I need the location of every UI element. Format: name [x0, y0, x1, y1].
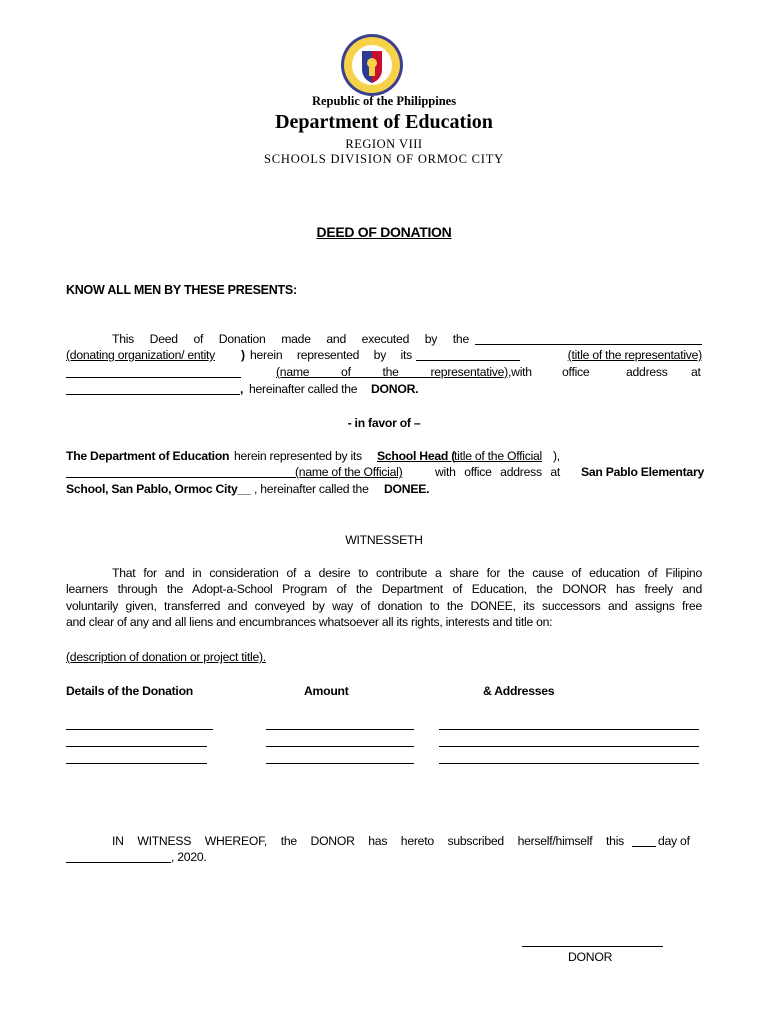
col-addresses-header: & Addresses [483, 684, 555, 698]
para1-line1: This Deed of Donation made and executed by the [112, 332, 469, 346]
donating-org-hint: (donating organization/ entity [66, 348, 216, 362]
republic-line: Republic of the Philippines [311, 94, 457, 108]
hereinafter-donee-text: , hereinafter called the [254, 482, 369, 496]
paren-comma: ), [553, 449, 560, 463]
para3-line2: learners through the Adopt-a-School Program of the Department of Education, the DONOR has freely and [66, 582, 702, 596]
in-favor-of: - in favor of – [347, 416, 421, 430]
address-blank-3 [439, 763, 699, 764]
donor-signature-label: DONOR [568, 950, 613, 964]
office-text: office [562, 365, 590, 379]
official-title-hint: title of the Official [454, 449, 543, 463]
donor-org-blank [475, 344, 702, 345]
rep-title-hint: (title of the representative) [567, 348, 702, 362]
amount-blank-3 [266, 763, 414, 764]
amount-blank-1 [266, 729, 414, 730]
region-line: REGION VIII [345, 137, 423, 151]
day-of-text: day of [658, 834, 690, 848]
address-text: address [626, 365, 668, 379]
division-line: SCHOOLS DIVISION OF ORMOC CITY [264, 152, 504, 166]
details-blank-2 [66, 746, 207, 747]
col-amount-header: Amount [304, 684, 349, 698]
represented-by-text: herein represented by its [250, 348, 412, 362]
para3-line4: and clear of any and all liens and encumbrances whatsoever all its rights, interests and title on: [66, 615, 553, 629]
school-name-part1: San Pablo Elementary [580, 465, 704, 479]
school-head-text: School Head ( [377, 449, 456, 463]
para3-line3: voluntarily given, transferred and conveyed by way of donation to the DONEE, its successors and assigns free [66, 599, 702, 613]
details-blank-3 [66, 763, 207, 764]
rep-title-blank [416, 360, 520, 361]
paren-close: ) [241, 348, 245, 362]
month-blank [66, 862, 171, 863]
details-blank-1 [66, 729, 213, 730]
year-text: , 2020. [171, 850, 207, 864]
official-name-hint: (name of the Official) [295, 465, 403, 479]
official-name-blank [66, 477, 295, 478]
with-text: ,with [508, 365, 532, 379]
witness-whereof-text: IN WITNESS WHEREOF, the DONOR has hereto subscribed herself/himself this [112, 834, 624, 848]
department-title: Department of Education [275, 111, 493, 133]
document-title: DEED OF DONATION [316, 224, 452, 240]
comma: , [240, 382, 244, 396]
donor-label: DONOR. [371, 382, 419, 396]
donee-label: DONEE. [384, 482, 430, 496]
donor-address-blank [66, 394, 240, 395]
para3-line1: That for and in consideration of a desire to contribute a share for the cause of education of Filipino [112, 566, 702, 580]
address-blank-2 [439, 746, 699, 747]
description-hint: (description of donation or project title). [66, 650, 266, 664]
witnesseth-heading: WITNESSETH [345, 533, 423, 547]
rep-name-hint: (name of the representative) [276, 365, 508, 379]
deped-name: The Department of Education [66, 449, 230, 463]
hereinafter-text: hereinafter called the [249, 382, 358, 396]
at-text: at [691, 365, 701, 379]
deped-seal [340, 33, 404, 97]
know-all-men: KNOW ALL MEN BY THESE PRESENTS: [66, 283, 297, 297]
office-address-text: with office address at [435, 465, 560, 479]
represented-text: herein represented by its [234, 449, 362, 463]
school-name-part2: School, San Pablo, Ormoc City__ [66, 482, 251, 496]
amount-blank-2 [266, 746, 414, 747]
rep-name-blank [66, 377, 241, 378]
day-blank [632, 846, 656, 847]
signature-line [522, 946, 663, 947]
col-details-header: Details of the Donation [66, 684, 193, 698]
address-blank-1 [439, 729, 699, 730]
